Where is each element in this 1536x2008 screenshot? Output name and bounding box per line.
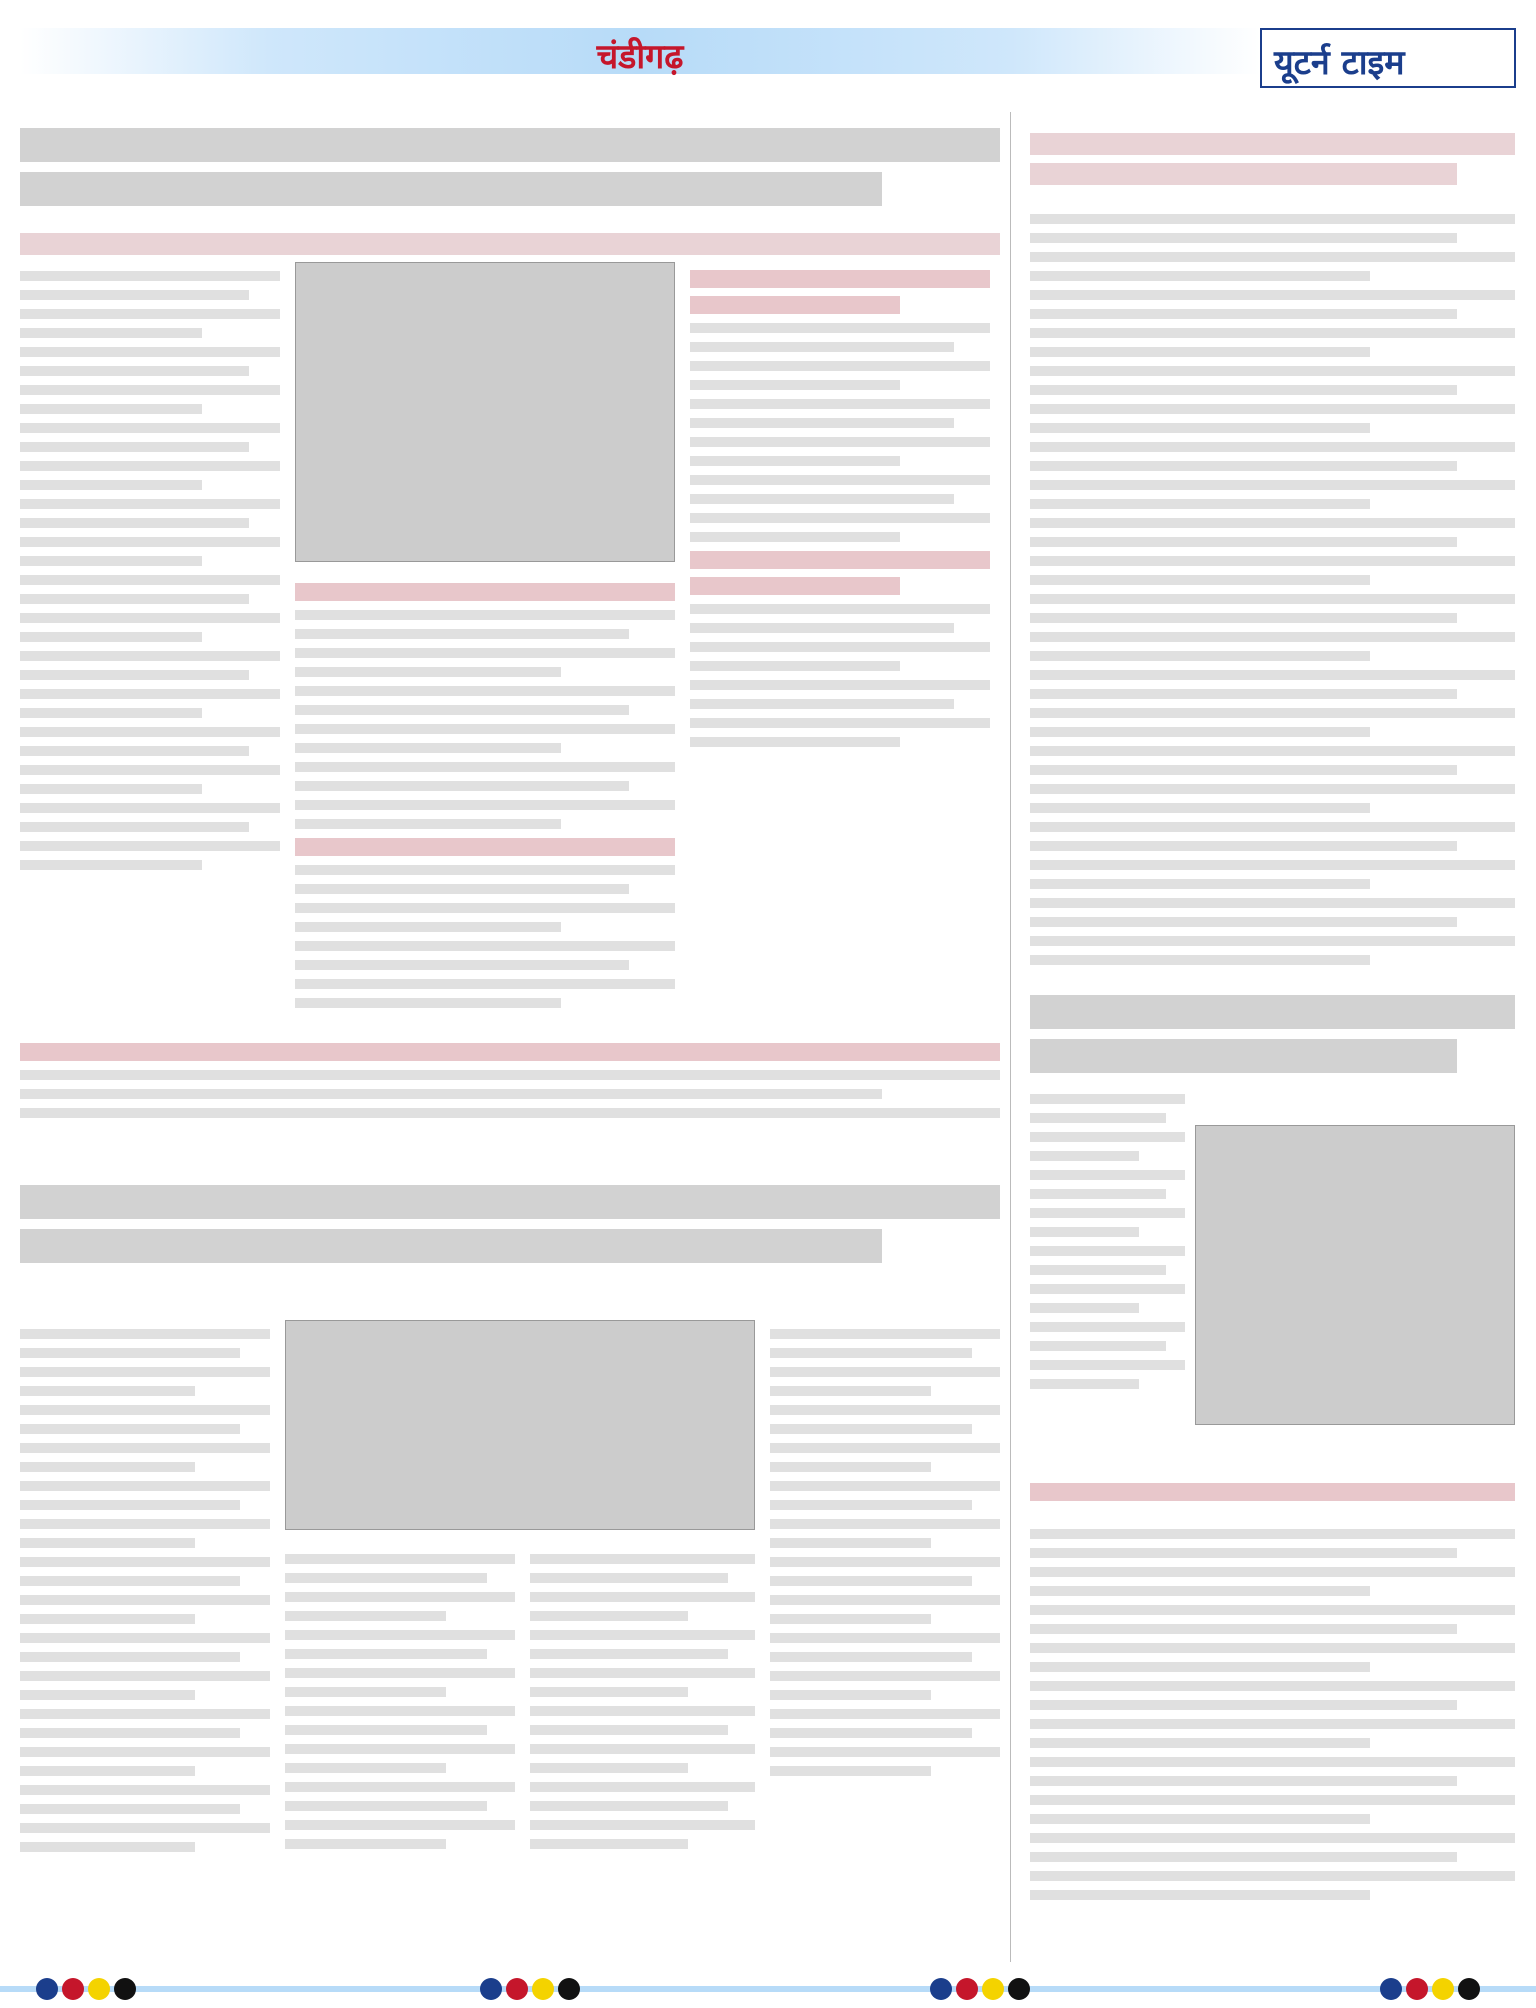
story-5-headline	[1030, 1475, 1515, 1509]
story-2-headline	[20, 1175, 1000, 1273]
footer-color-dot	[36, 1978, 58, 2000]
page-header	[20, 18, 1516, 100]
masthead-box	[1260, 28, 1516, 88]
story-2-column-4	[770, 1320, 1000, 1785]
news-photo	[1195, 1125, 1515, 1425]
footer-color-dot	[480, 1978, 502, 2000]
footer-color-dot	[982, 1978, 1004, 2000]
footer-color-dot	[956, 1978, 978, 2000]
portrait-photo	[295, 262, 675, 562]
footer-color-dot	[930, 1978, 952, 2000]
lead-story-subheadline	[20, 225, 1000, 263]
lead-story-headline	[20, 118, 1000, 216]
story-2-column-2	[285, 1545, 515, 1858]
story-4-headline	[1030, 985, 1515, 1083]
story-2-column-1	[20, 1320, 270, 1861]
footer-color-dot	[506, 1978, 528, 2000]
story-4-left-column	[1030, 1085, 1185, 1398]
lead-story-middle-column	[295, 575, 675, 1017]
story-2-column-3	[530, 1545, 755, 1858]
lead-story-boxout	[20, 1035, 1000, 1127]
footer-color-dot	[62, 1978, 84, 2000]
story-3-headline	[1030, 125, 1515, 193]
story-3-body	[1030, 205, 1515, 974]
footer-color-dot	[1458, 1978, 1480, 2000]
masthead	[1260, 18, 1516, 98]
column-divider	[1010, 112, 1011, 1962]
section-title: चंडीगढ़	[596, 37, 684, 77]
footer-color-dot	[1380, 1978, 1402, 2000]
footer-color-dot	[88, 1978, 110, 2000]
footer-bar	[0, 1968, 1536, 2008]
story-5-body	[1030, 1520, 1515, 1909]
lead-story-right-column	[690, 262, 990, 756]
masthead-title: यूटर्न टाइम	[1274, 43, 1405, 83]
lead-story-left-column	[20, 262, 280, 879]
footer-line	[0, 1986, 1536, 1992]
event-photo	[285, 1320, 755, 1530]
footer-color-dot	[1432, 1978, 1454, 2000]
footer-color-dot	[114, 1978, 136, 2000]
footer-color-dot	[532, 1978, 554, 2000]
footer-color-dot	[558, 1978, 580, 2000]
footer-color-dot	[1008, 1978, 1030, 2000]
footer-color-dot	[1406, 1978, 1428, 2000]
